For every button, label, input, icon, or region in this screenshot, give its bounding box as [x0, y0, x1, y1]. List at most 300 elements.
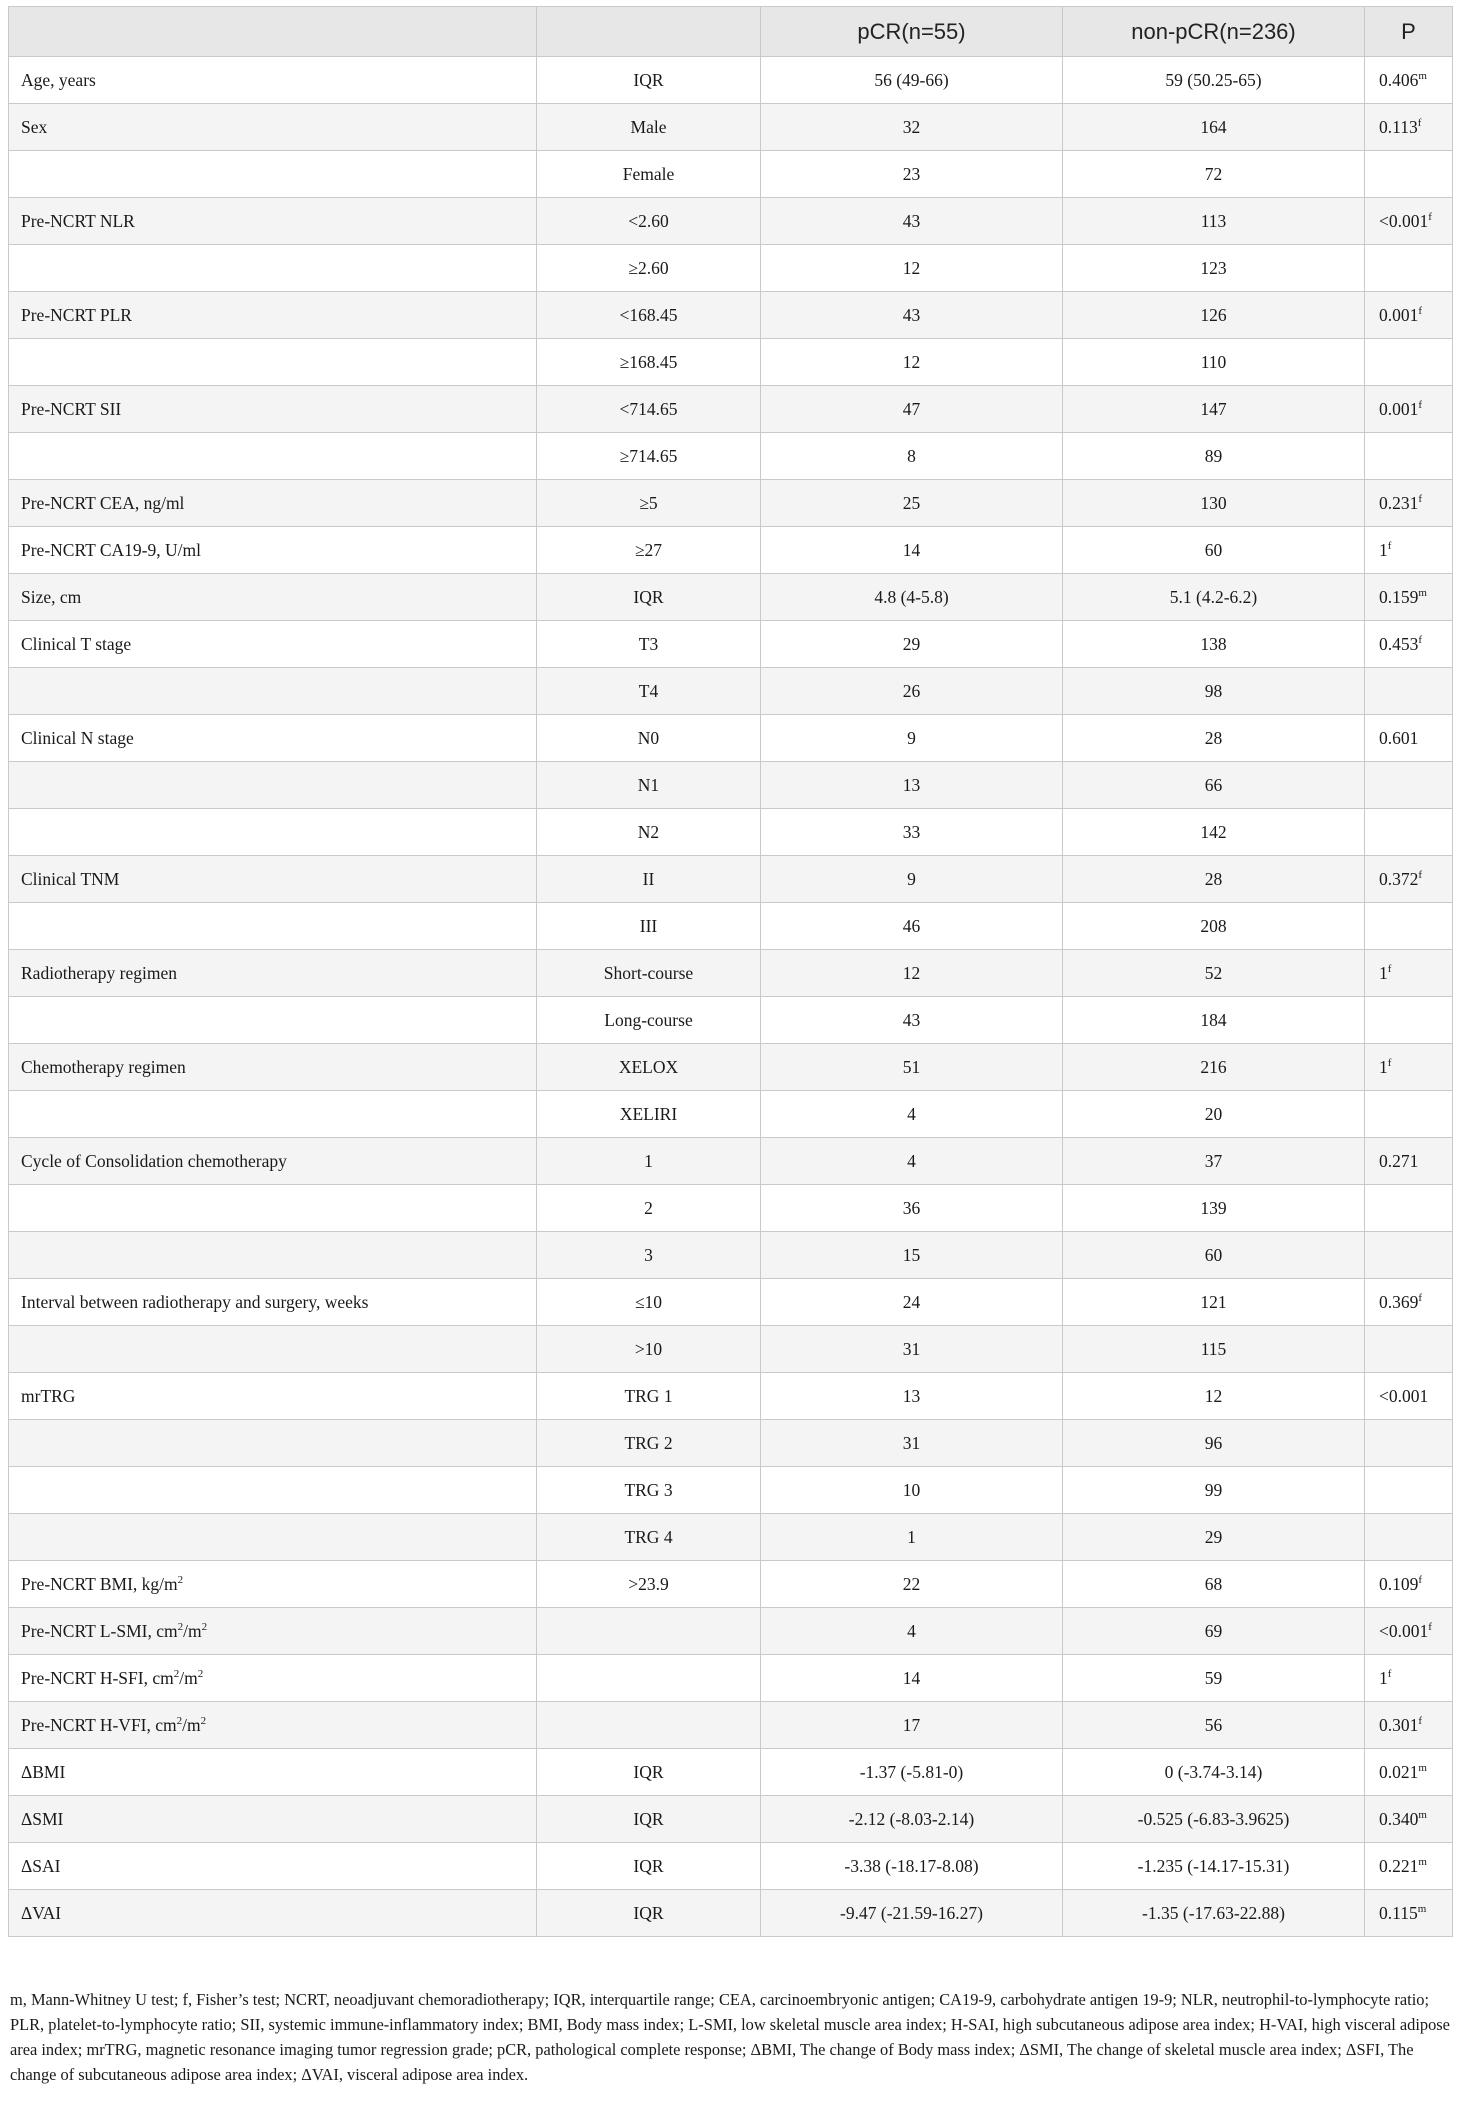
category-cell-text: ≥5: [639, 492, 658, 513]
p-value-cell-text: 0.113: [1379, 116, 1418, 137]
pcr-value-cell: [761, 574, 1063, 621]
pcr-value-cell: [761, 1608, 1063, 1655]
category-cell-text: N0: [637, 727, 660, 748]
pcr-value-cell: [761, 1279, 1063, 1326]
table-row: [9, 856, 1453, 903]
pcr-value-cell-text: 14: [902, 1667, 921, 1688]
category-cell: [537, 1655, 761, 1702]
pcr-value-cell-text: 43: [902, 304, 921, 325]
non-pcr-value-cell: [1063, 433, 1365, 480]
table-row: [9, 950, 1453, 997]
non-pcr-value-cell: [1063, 1514, 1365, 1561]
pcr-value-cell-text: 4: [907, 1620, 916, 1641]
p-value-cell: [1365, 480, 1453, 527]
p-value-test-marker: f: [1428, 1620, 1432, 1633]
non-pcr-value-cell: [1063, 57, 1365, 104]
non-pcr-value-cell: [1063, 621, 1365, 668]
variable-cell: [9, 1185, 537, 1232]
category-cell: [537, 1702, 761, 1749]
category-cell-text: ≥2.60: [628, 257, 669, 278]
pcr-value-cell: [761, 386, 1063, 433]
variable-cell: [9, 1091, 537, 1138]
non-pcr-value-cell-text: 37: [1204, 1150, 1223, 1171]
pcr-value-cell: [761, 480, 1063, 527]
non-pcr-value-cell: [1063, 1326, 1365, 1373]
p-value-cell: [1365, 809, 1453, 856]
pcr-value-cell-text: 29: [902, 633, 921, 654]
non-pcr-value-cell: [1063, 1044, 1365, 1091]
category-cell-text: Female: [622, 163, 675, 184]
pcr-value-cell-text: 14: [902, 539, 921, 560]
table-row: [9, 715, 1453, 762]
pcr-value-cell-text: 12: [902, 351, 921, 372]
pcr-value-cell: [761, 1326, 1063, 1373]
p-value-cell-text: 0.021: [1379, 1761, 1419, 1782]
pcr-value-cell: [761, 1467, 1063, 1514]
variable-cell: [9, 1467, 537, 1514]
pcr-value-cell-text: 12: [902, 257, 921, 278]
p-value-cell-text: 0.453: [1379, 633, 1419, 654]
non-pcr-value-cell-text: 68: [1204, 1573, 1223, 1594]
category-cell: [537, 668, 761, 715]
p-value-cell-text: 0.340: [1379, 1808, 1419, 1829]
variable-cell: [9, 1138, 537, 1185]
variable-cell: [9, 198, 537, 245]
category-cell: [537, 856, 761, 903]
table-body: [9, 57, 1453, 1937]
table-row: [9, 1373, 1453, 1420]
variable-cell: [9, 1796, 537, 1843]
category-cell: [537, 57, 761, 104]
pcr-value-cell-text: 24: [902, 1291, 921, 1312]
non-pcr-value-cell-text: 216: [1200, 1056, 1227, 1077]
category-cell: [537, 809, 761, 856]
category-cell-text: IQR: [633, 69, 664, 90]
p-value-cell-text: 1: [1379, 539, 1388, 560]
p-value-test-marker: f: [1387, 1667, 1392, 1680]
pcr-value-cell: [761, 1138, 1063, 1185]
variable-cell: [9, 1655, 537, 1702]
non-pcr-value-cell-text: 113: [1200, 210, 1227, 231]
p-value-cell: [1365, 715, 1453, 762]
non-pcr-value-cell: [1063, 997, 1365, 1044]
category-cell-text: XELOX: [618, 1056, 679, 1077]
header-row: [9, 7, 1453, 57]
variable-cell: [9, 339, 537, 386]
p-value-cell-text: 0.372: [1379, 868, 1419, 889]
p-value-cell: [1365, 950, 1453, 997]
category-cell-text: <714.65: [619, 398, 678, 419]
table-row: [9, 527, 1453, 574]
non-pcr-value-cell-text: -1.235 (-14.17-15.31): [1137, 1855, 1290, 1876]
non-pcr-value-cell-text: 59 (50.25-65): [1165, 69, 1262, 90]
pcr-value-cell: [761, 1796, 1063, 1843]
non-pcr-value-cell-text: 52: [1204, 962, 1223, 983]
category-cell-text: 2: [644, 1197, 653, 1218]
pcr-value-cell-text: 36: [902, 1197, 921, 1218]
non-pcr-value-cell: [1063, 198, 1365, 245]
p-value-cell: [1365, 1796, 1453, 1843]
non-pcr-value-cell-text: 142: [1200, 821, 1227, 842]
table-row: [9, 1232, 1453, 1279]
table-row: [9, 386, 1453, 433]
pcr-value-cell-text: 1: [907, 1526, 916, 1547]
variable-cell-text: mrTRG: [21, 1385, 76, 1406]
table-row: [9, 1843, 1453, 1890]
p-value-cell: [1365, 1044, 1453, 1091]
variable-cell-text: Pre-NCRT BMI, kg/m: [21, 1573, 178, 1594]
non-pcr-value-cell: [1063, 1279, 1365, 1326]
category-cell-text: <168.45: [619, 304, 678, 325]
variable-superscript: 2: [177, 1573, 184, 1586]
p-value-cell: [1365, 1467, 1453, 1514]
variable-superscript: 2: [173, 1667, 180, 1680]
non-pcr-value-cell-text: 99: [1204, 1479, 1223, 1500]
pcr-value-cell-text: 4: [907, 1103, 916, 1124]
p-value-cell: [1365, 1373, 1453, 1420]
non-pcr-value-cell: [1063, 104, 1365, 151]
table-row: [9, 1561, 1453, 1608]
p-value-cell-text: <0.001: [1379, 1385, 1429, 1406]
table-row: [9, 480, 1453, 527]
non-pcr-value-cell: [1063, 151, 1365, 198]
table-row: [9, 1326, 1453, 1373]
category-cell: [537, 950, 761, 997]
non-pcr-value-cell-text: 208: [1200, 915, 1227, 936]
variable-cell: [9, 104, 537, 151]
variable-cell: [9, 997, 537, 1044]
variable-cell: [9, 151, 537, 198]
category-cell-text: IQR: [633, 1902, 664, 1923]
non-pcr-value-cell: [1063, 386, 1365, 433]
variable-superscript: 2: [197, 1667, 204, 1680]
pcr-value-cell-text: 33: [902, 821, 921, 842]
category-cell: [537, 621, 761, 668]
pcr-value-cell-text: 22: [902, 1573, 921, 1594]
table-row: [9, 1749, 1453, 1796]
table-row: [9, 1655, 1453, 1702]
non-pcr-value-cell: [1063, 903, 1365, 950]
pcr-value-cell: [761, 1561, 1063, 1608]
non-pcr-value-cell-text: 60: [1204, 1244, 1223, 1265]
non-pcr-value-cell: [1063, 1702, 1365, 1749]
pcr-value-cell: [761, 903, 1063, 950]
pcr-value-cell-text: 47: [902, 398, 921, 419]
category-cell: [537, 1185, 761, 1232]
p-value-cell: [1365, 1232, 1453, 1279]
table-row: [9, 1138, 1453, 1185]
category-cell-text: TRG 2: [624, 1432, 673, 1453]
p-value-test-marker: f: [1418, 1714, 1423, 1727]
variable-cell: [9, 1890, 537, 1937]
table-row: [9, 1890, 1453, 1937]
variable-cell-text: Size, cm: [21, 586, 82, 607]
non-pcr-value-cell-text: 28: [1204, 727, 1223, 748]
category-cell-text: IQR: [633, 1808, 664, 1829]
p-value-cell-text: <0.001: [1379, 1620, 1429, 1641]
p-value-cell: [1365, 1749, 1453, 1796]
pcr-value-cell: [761, 1044, 1063, 1091]
category-cell: [537, 715, 761, 762]
p-value-cell: [1365, 668, 1453, 715]
category-cell-text: Male: [630, 116, 667, 137]
non-pcr-value-cell-text: 0 (-3.74-3.14): [1164, 1761, 1263, 1782]
variable-cell: [9, 1326, 537, 1373]
pcr-value-cell: [761, 151, 1063, 198]
non-pcr-value-cell-text: 60: [1204, 539, 1223, 560]
non-pcr-value-cell: [1063, 1091, 1365, 1138]
p-value-cell-text: 0.601: [1379, 727, 1419, 748]
non-pcr-value-cell-text: 98: [1204, 680, 1223, 701]
p-value-cell: [1365, 1326, 1453, 1373]
non-pcr-value-cell: [1063, 527, 1365, 574]
category-cell-text: ≤10: [634, 1291, 663, 1312]
p-value-cell-text: 0.159: [1379, 586, 1419, 607]
non-pcr-value-cell-text: 130: [1200, 492, 1227, 513]
variable-cell-text: Clinical N stage: [21, 727, 134, 748]
pcr-value-cell: [761, 1373, 1063, 1420]
p-value-test-marker: f: [1418, 633, 1423, 646]
non-pcr-value-cell: [1063, 1232, 1365, 1279]
non-pcr-value-cell-text: 121: [1200, 1291, 1227, 1312]
variable-cell: [9, 480, 537, 527]
category-cell-text: TRG 4: [624, 1526, 673, 1547]
p-value-cell-text: 1: [1379, 1667, 1388, 1688]
category-cell: [537, 433, 761, 480]
non-pcr-value-cell: [1063, 1749, 1365, 1796]
variable-cell: [9, 1843, 537, 1890]
variable-cell: [9, 1608, 537, 1655]
p-value-cell-text: <0.001: [1379, 210, 1429, 231]
non-pcr-value-cell: [1063, 668, 1365, 715]
non-pcr-value-cell-text: 126: [1200, 304, 1227, 325]
category-cell: [537, 1420, 761, 1467]
category-cell-text: IQR: [633, 1761, 664, 1782]
pcr-value-cell-text: -2.12 (-8.03-2.14): [848, 1808, 975, 1829]
variable-cell: [9, 1702, 537, 1749]
variable-cell-text: Pre-NCRT H-SFI, cm: [21, 1667, 174, 1688]
p-value-cell: [1365, 386, 1453, 433]
pcr-value-cell: [761, 1890, 1063, 1937]
table-container: [8, 6, 1452, 1937]
category-cell: [537, 1749, 761, 1796]
pcr-value-cell: [761, 809, 1063, 856]
variable-cell-text: ΔVAI: [21, 1902, 62, 1923]
p-value-test-marker: f: [1418, 1291, 1423, 1304]
category-cell: [537, 386, 761, 433]
non-pcr-value-cell-text: 164: [1200, 116, 1227, 137]
variable-cell-text: Pre-NCRT NLR: [21, 210, 135, 231]
variable-superscript: 2: [201, 1620, 208, 1633]
variable-unit-text: /m: [182, 1714, 201, 1735]
p-value-cell: [1365, 198, 1453, 245]
pcr-value-cell: [761, 1702, 1063, 1749]
non-pcr-value-cell-text: 56: [1204, 1714, 1223, 1735]
non-pcr-value-cell: [1063, 809, 1365, 856]
pcr-value-cell: [761, 950, 1063, 997]
p-value-cell-text: 1: [1379, 1056, 1388, 1077]
variable-unit-text: /m: [179, 1667, 198, 1688]
category-cell-text: N2: [637, 821, 660, 842]
variable-cell: [9, 1561, 537, 1608]
non-pcr-value-cell-text: 72: [1204, 163, 1223, 184]
pcr-value-cell-text: 31: [902, 1338, 921, 1359]
p-value-cell-text: 0.301: [1379, 1714, 1419, 1735]
category-cell: [537, 1232, 761, 1279]
p-value-cell: [1365, 1091, 1453, 1138]
category-cell-text: Short-course: [603, 962, 694, 983]
table-row: [9, 621, 1453, 668]
header-p-value: P: [1365, 7, 1453, 57]
p-value-cell: [1365, 1608, 1453, 1655]
non-pcr-value-cell-text: -0.525 (-6.83-3.9625): [1137, 1808, 1290, 1829]
non-pcr-value-cell-text: 69: [1204, 1620, 1223, 1641]
p-value-cell-text: 0.406: [1379, 69, 1419, 90]
pcr-value-cell-text: 15: [902, 1244, 921, 1265]
pcr-value-cell-text: 23: [902, 163, 921, 184]
p-value-cell: [1365, 997, 1453, 1044]
p-value-test-marker: m: [1418, 69, 1427, 82]
variable-cell-text: Pre-NCRT CEA, ng/ml: [21, 492, 185, 513]
pcr-value-cell-text: 32: [902, 116, 921, 137]
p-value-test-marker: f: [1418, 398, 1423, 411]
header-category: [537, 7, 761, 57]
table-row: [9, 1091, 1453, 1138]
p-value-cell: [1365, 1843, 1453, 1890]
non-pcr-value-cell-text: 110: [1200, 351, 1227, 372]
variable-cell-text: Clinical T stage: [21, 633, 132, 654]
p-value-cell-text: 0.231: [1379, 492, 1419, 513]
p-value-cell-text: 0.271: [1379, 1150, 1419, 1171]
category-cell: [537, 762, 761, 809]
table-row: [9, 433, 1453, 480]
pcr-value-cell: [761, 1232, 1063, 1279]
p-value-cell: [1365, 1138, 1453, 1185]
pcr-value-cell: [761, 339, 1063, 386]
p-value-test-marker: m: [1418, 1761, 1427, 1774]
pcr-value-cell-text: 9: [907, 868, 916, 889]
p-value-test-marker: f: [1418, 492, 1423, 505]
variable-cell-text: Age, years: [21, 69, 96, 90]
non-pcr-value-cell: [1063, 245, 1365, 292]
pcr-value-cell-text: 13: [902, 774, 921, 795]
pcr-value-cell-text: 9: [907, 727, 916, 748]
non-pcr-value-cell: [1063, 1655, 1365, 1702]
table-row: [9, 1796, 1453, 1843]
variable-cell-text: ΔSAI: [21, 1855, 61, 1876]
variable-cell: [9, 903, 537, 950]
non-pcr-value-cell: [1063, 1138, 1365, 1185]
pcr-value-cell-text: 43: [902, 1009, 921, 1030]
table-row: [9, 1185, 1453, 1232]
p-value-cell: [1365, 621, 1453, 668]
non-pcr-value-cell-text: 184: [1200, 1009, 1227, 1030]
category-cell: [537, 1843, 761, 1890]
pcr-value-cell: [761, 856, 1063, 903]
non-pcr-value-cell-text: 139: [1200, 1197, 1227, 1218]
category-cell: [537, 198, 761, 245]
category-cell: [537, 1608, 761, 1655]
category-cell: [537, 151, 761, 198]
non-pcr-value-cell-text: 29: [1204, 1526, 1223, 1547]
non-pcr-value-cell: [1063, 1843, 1365, 1890]
p-value-cell: [1365, 1702, 1453, 1749]
p-value-test-marker: m: [1418, 1855, 1427, 1868]
pcr-value-cell: [761, 668, 1063, 715]
category-cell: [537, 574, 761, 621]
table-row: [9, 1467, 1453, 1514]
pcr-value-cell-text: 25: [902, 492, 921, 513]
variable-cell: [9, 1232, 537, 1279]
table-row: [9, 198, 1453, 245]
variable-cell-text: Sex: [21, 116, 48, 137]
variable-cell: [9, 245, 537, 292]
non-pcr-value-cell-text: 28: [1204, 868, 1223, 889]
table-row: [9, 1514, 1453, 1561]
pcr-value-cell: [761, 1843, 1063, 1890]
table-header: [9, 7, 1453, 57]
header-pcr: pCR(n=55): [761, 7, 1063, 57]
p-value-cell: [1365, 903, 1453, 950]
pcr-value-cell: [761, 621, 1063, 668]
category-cell: [537, 997, 761, 1044]
p-value-cell-text: 0.221: [1379, 1855, 1419, 1876]
category-cell: [537, 339, 761, 386]
variable-cell: [9, 668, 537, 715]
table-row: [9, 1279, 1453, 1326]
variable-cell-text: Pre-NCRT CA19-9, U/ml: [21, 539, 201, 560]
header-variable: [9, 7, 537, 57]
category-cell: [537, 1138, 761, 1185]
variable-superscript: 2: [177, 1620, 184, 1633]
category-cell: [537, 292, 761, 339]
non-pcr-value-cell-text: 66: [1204, 774, 1223, 795]
category-cell: [537, 527, 761, 574]
non-pcr-value-cell-text: 12: [1204, 1385, 1223, 1406]
category-cell-text: 1: [644, 1150, 653, 1171]
category-cell-text: <2.60: [628, 210, 669, 231]
p-value-cell: [1365, 1514, 1453, 1561]
non-pcr-value-cell-text: 89: [1204, 445, 1223, 466]
non-pcr-value-cell-text: 123: [1200, 257, 1227, 278]
non-pcr-value-cell: [1063, 1796, 1365, 1843]
category-cell-text: IQR: [633, 586, 664, 607]
table-row: [9, 245, 1453, 292]
variable-cell: [9, 715, 537, 762]
p-value-test-marker: f: [1387, 1056, 1392, 1069]
variable-cell: [9, 57, 537, 104]
category-cell-text: TRG 3: [624, 1479, 673, 1500]
table-row: [9, 57, 1453, 104]
p-value-cell-text: 0.001: [1379, 398, 1419, 419]
non-pcr-value-cell: [1063, 856, 1365, 903]
category-cell: [537, 1561, 761, 1608]
table-row: [9, 151, 1453, 198]
p-value-test-marker: m: [1418, 586, 1427, 599]
category-cell: [537, 1890, 761, 1937]
table-row: [9, 574, 1453, 621]
p-value-test-marker: m: [1417, 1902, 1427, 1915]
category-cell: [537, 1467, 761, 1514]
non-pcr-value-cell-text: 138: [1200, 633, 1227, 654]
non-pcr-value-cell: [1063, 1373, 1365, 1420]
category-cell-text: Long-course: [604, 1009, 693, 1030]
pcr-value-cell: [761, 1749, 1063, 1796]
pcr-value-cell: [761, 198, 1063, 245]
non-pcr-value-cell: [1063, 1890, 1365, 1937]
table-row: [9, 104, 1453, 151]
non-pcr-value-cell: [1063, 1420, 1365, 1467]
